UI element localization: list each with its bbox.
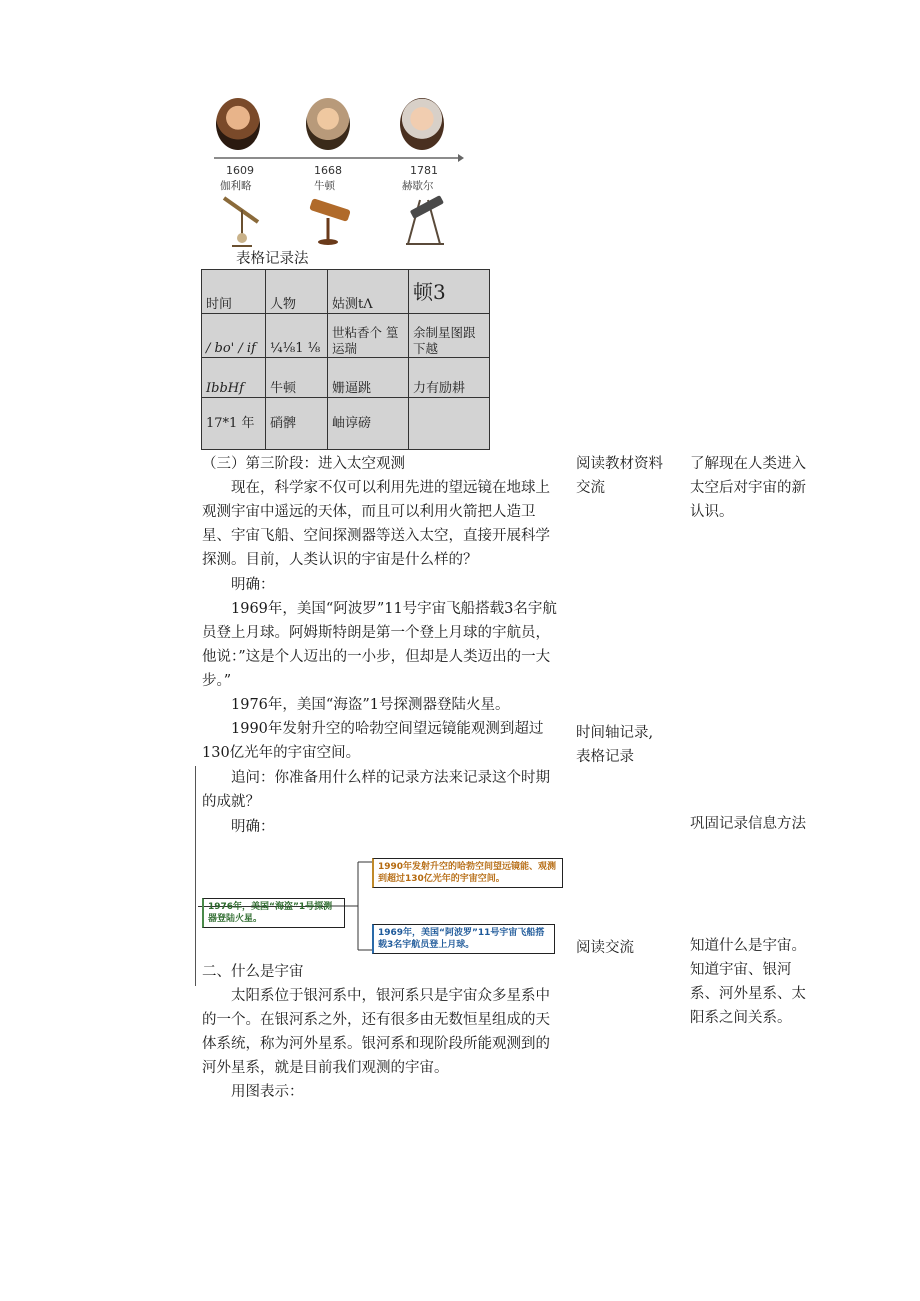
table-cell: 姗逼跳 [328,358,409,398]
newton-telescope-icon [306,196,356,246]
event-1990-box: 1990年发射升空的哈勃空间望远镜能、观测到超过130亿光年的宇宙空间。 [372,858,563,888]
table-cell: 硝髀 [266,398,328,450]
event-1976-box: 1976年，美国“海盗”1号探测器登陆火星。 [202,898,345,928]
herschel-telescope-icon [400,194,450,248]
herschel-portrait [400,98,444,150]
apollo-paragraph: 1969年，美国“阿波罗”11号宇宙飞船搭载3名宇航员登上月球。阿姆斯特朗是第一个登上月球的宇航员，他说：”这是个人迈出的一小步，但却是人类迈出的一大步。” [202,601,557,689]
goal-consolidate-method: 巩固记录信息方法 [690,816,806,832]
table-cell [409,398,490,450]
table-cell: 姑测tΛ [328,270,409,314]
year-1609: 1609 [226,164,254,177]
table-cell: 牛顿 [266,358,328,398]
activity-read-exchange: 阅读交流 [576,940,634,956]
universe-paragraph: 太阳系位于银河系中，银河系只是宇宙众多星系中的一个。在银河系之外，还有很多由无数恒星组成的天体系统，称为河外星系。银河系和现阶段所能观测到的河外星系，就是目前我们观测的宇宙。 [202,988,550,1076]
left-margin-bar [195,766,196,986]
name-herschel: 赫歇尔 [402,180,434,192]
table-cell: / bo' / if [202,314,266,358]
event-1969-box: 1969年，美国“阿波罗”11号宇宙飞船搭载3名宇航员登上月球。 [372,924,555,954]
table-cell: 力有励耕 [409,358,490,398]
section-two-heading: 二、什么是宇宙 [202,964,304,980]
name-newton: 牛顿 [314,180,335,192]
year-1781: 1781 [410,164,438,177]
name-galileo: 伽利略 [220,180,252,192]
table-cell: 17*1 年 [202,398,266,450]
table-method-label: 表格记录法 [236,251,309,267]
goal-know-universe: 知道什么是宇宙。知道宇宙、银河系、河外星系、太阳系之间关系。 [690,938,806,1026]
table-cell: 世粘香个 篁运瑞 [328,314,409,358]
clarify-label: 明确： [231,819,275,835]
table-cell: 时间 [202,270,266,314]
activity-read-share: 阅读教材资料交流 [576,456,663,496]
table-cell: IbbHf [202,358,266,398]
goal-new-understanding: 了解现在人类进入太空后对宇宙的新认识。 [690,456,806,520]
galileo-telescope-icon [218,192,262,248]
newton-portrait [306,98,350,150]
table-cell: 人物 [266,270,328,314]
scientists-timeline-figure [214,96,464,250]
clarify-label: 明确： [231,577,275,593]
diagram-intro: 用图表示： [231,1084,304,1100]
timeline-arrow [214,152,464,164]
table-cell: 岫谆磅 [328,398,409,450]
table-cell: 顿3 [409,270,490,314]
follow-up-question: 追问：你准备用什么样的记录方法来记录这个时期的成就？ [202,770,550,810]
activity-timeline-table: 时间轴记录,表格记录 [576,725,654,765]
galileo-portrait [216,98,260,150]
table-cell: 余制星图跟 下越 [409,314,490,358]
viking-paragraph: 1976年，美国“海盗”1号探测器登陆火星。 [231,697,510,713]
year-1668: 1668 [314,164,342,177]
hubble-paragraph: 1990年发射升空的哈勃空间望远镜能观测到超过130亿光年的宇宙空间。 [202,721,544,761]
section3-heading: （三）第三阶段：进入太空观测 [202,456,405,472]
record-table [201,269,490,450]
table-cell: ¼⅛1 ⅛ [266,314,328,358]
section3-paragraph: 现在，科学家不仅可以利用先进的望远镜在地球上观测宇宙中遥远的天体，而且可以利用火箭把人造卫星、宇宙飞船、空间探测器等送入太空，直接开展科学探测。目前，人类认识的宇宙是什么样的？ [202,480,550,568]
